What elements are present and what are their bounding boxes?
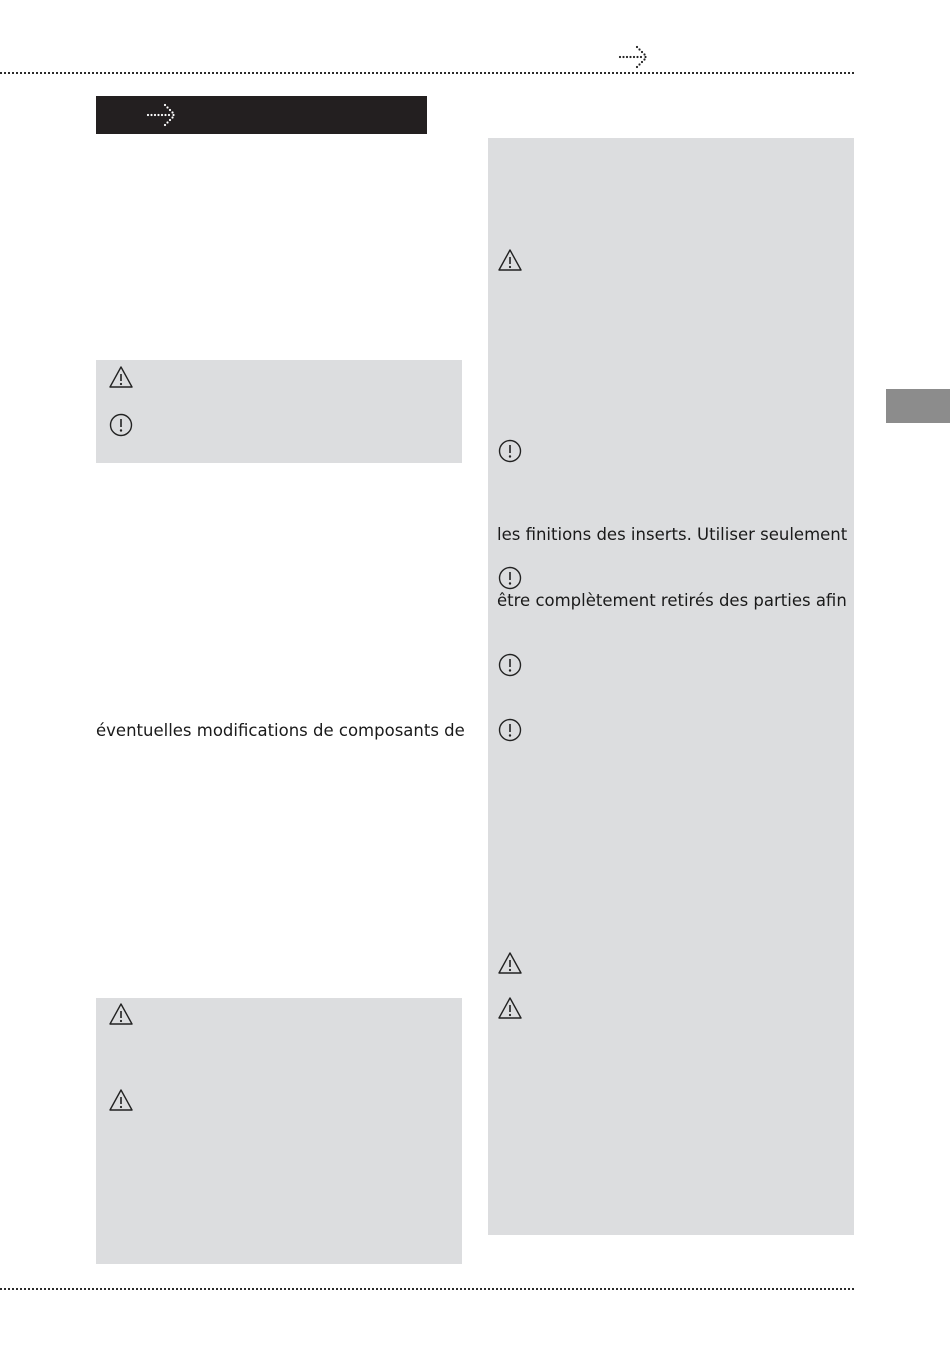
right-column-text-line-1: les finitions des inserts. Utiliser seulement xyxy=(497,525,848,544)
warning-triangle-icon xyxy=(497,995,523,1021)
section-header-bar xyxy=(96,96,427,134)
warning-triangle-icon xyxy=(108,1001,134,1027)
note-box-right xyxy=(488,138,854,1235)
top-dotted-rule xyxy=(0,72,854,74)
left-column-text-line: éventuelles modifications de composants de xyxy=(96,721,465,740)
dotted-arrow-icon xyxy=(146,102,178,128)
top-arrow-icon xyxy=(618,44,650,70)
notice-exclamation-icon xyxy=(108,412,134,438)
note-box-left-2 xyxy=(96,998,462,1264)
notice-exclamation-icon xyxy=(497,652,523,678)
note-box-left-1 xyxy=(96,360,462,463)
warning-triangle-icon xyxy=(497,950,523,976)
warning-triangle-icon xyxy=(108,364,134,390)
bottom-dotted-rule xyxy=(0,1288,854,1290)
notice-exclamation-icon xyxy=(497,438,523,464)
chapter-side-tab xyxy=(886,389,950,423)
notice-exclamation-icon xyxy=(497,565,523,591)
right-column-text-line-2: être complètement retirés des parties afin xyxy=(497,591,847,610)
warning-triangle-icon xyxy=(497,247,523,273)
warning-triangle-icon xyxy=(108,1087,134,1113)
notice-exclamation-icon xyxy=(497,717,523,743)
